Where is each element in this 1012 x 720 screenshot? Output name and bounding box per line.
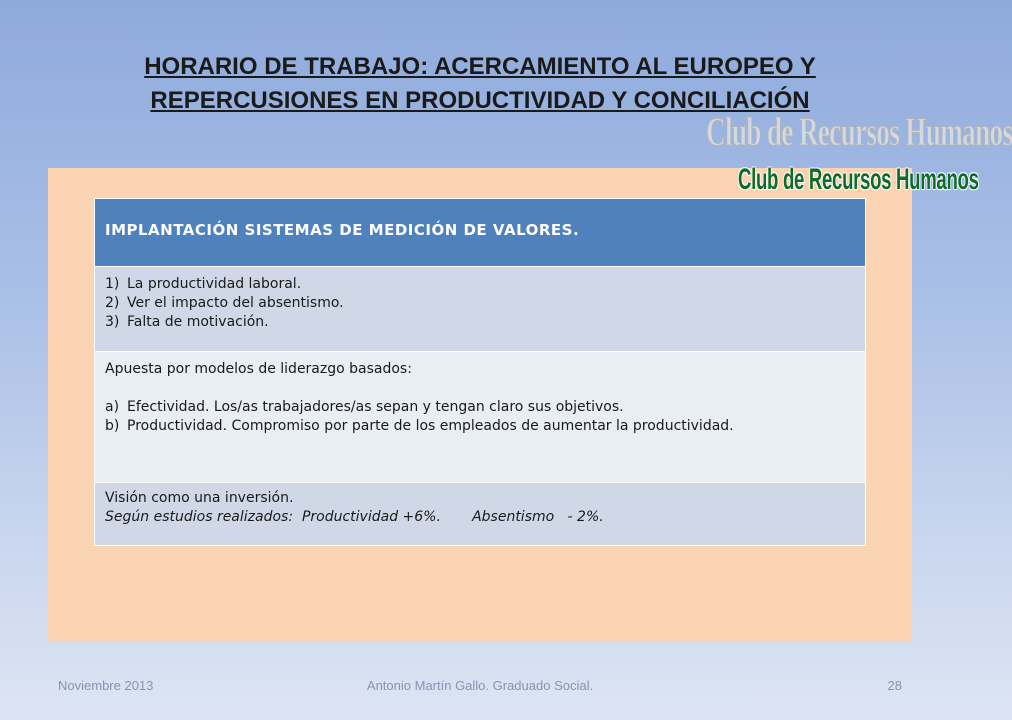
table-row <box>95 267 866 352</box>
list-item <box>105 417 857 436</box>
measurement-table <box>94 198 866 546</box>
list-marker: 1) <box>105 276 120 292</box>
table-cell-investment <box>95 483 866 546</box>
title-line-2: REPERCUSIONES EN PRODUCTIVIDAD Y CONCILIACIÓN <box>150 87 810 114</box>
list-item <box>105 294 857 313</box>
list-marker: b) <box>105 418 120 434</box>
slide-number: 28 <box>887 678 902 693</box>
table-header-row <box>95 199 866 267</box>
leadership-intro: Apuesta por modelos de liderazgo basados: <box>105 361 412 377</box>
list-text: Ver el impacto del absentismo. <box>127 295 344 311</box>
list-marker: 2) <box>105 295 120 311</box>
club-logo-text: Club de Recursos Humanos <box>738 163 979 196</box>
list-marker: a) <box>105 399 120 415</box>
list-text: Falta de motivación. <box>127 314 269 330</box>
title-line-1: HORARIO DE TRABAJO: ACERCAMIENTO AL EUROPEO Y <box>144 53 816 80</box>
list-item <box>105 398 857 417</box>
investment-line: Visión como una inversión. <box>105 490 294 506</box>
footer-author: Antonio Martín Gallo. Graduado Social. <box>366 678 594 693</box>
table-row <box>95 483 866 546</box>
list-item <box>105 275 857 294</box>
list-text: Productividad. Compromiso por parte de los empleados de aumentar la productividad. <box>127 418 734 434</box>
table-cell-leadership <box>95 352 866 483</box>
footer-date: Noviembre 2013 <box>58 678 154 693</box>
table-cell-goals <box>95 267 866 352</box>
list-item <box>105 313 857 332</box>
club-logo-shadow-text: Club de Recursos Humanos <box>706 109 1012 154</box>
list-marker: 3) <box>105 314 120 330</box>
list-text: Efectividad. Los/as trabajadores/as sepan y tengan claro sus objetivos. <box>127 399 624 415</box>
table-row <box>95 352 866 483</box>
study-results-line: Según estudios realizados: Productividad +6%. Absentismo - 2%. <box>105 509 604 525</box>
table-header: IMPLANTACIÓN SISTEMAS DE MEDICIÓN DE VALORES. <box>95 199 866 267</box>
list-text: La productividad laboral. <box>127 276 302 292</box>
